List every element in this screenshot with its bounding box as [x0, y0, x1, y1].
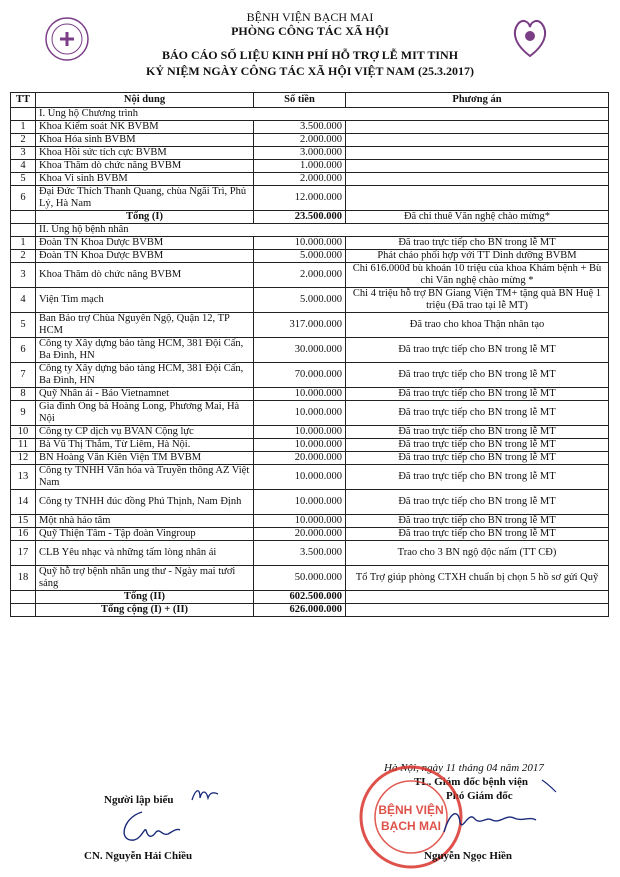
row-number: 9 [11, 401, 36, 426]
total-amount: 602.500.000 [254, 591, 346, 604]
table-row [11, 490, 609, 515]
row-amount: 3.000.000 [254, 147, 346, 160]
row-amount: 5.000.000 [254, 250, 346, 263]
total-amount: 23.500.000 [254, 211, 346, 224]
row-number: 12 [11, 452, 36, 465]
row-number: 14 [11, 490, 36, 515]
row-content: Khoa Kiểm soát NK BVBM [36, 121, 254, 134]
row-number: 6 [11, 338, 36, 363]
col-header-amount: Số tiền [254, 93, 346, 108]
row-content: Quỹ Nhân ái - Báo Vietnamnet [36, 388, 254, 401]
row-content: Viện Tim mạch [36, 288, 254, 313]
row-number: 17 [11, 541, 36, 566]
row-amount: 10.000.000 [254, 465, 346, 490]
total-plan [346, 591, 609, 604]
row-number: 4 [11, 288, 36, 313]
row-content: Đoàn TN Khoa Dược BVBM [36, 237, 254, 250]
department-name: PHÒNG CÔNG TÁC XÃ HỘI [231, 24, 389, 38]
empty-cell [11, 604, 36, 617]
row-amount: 10.000.000 [254, 426, 346, 439]
row-plan: Đã trao trực tiếp cho BN trong lễ MT [346, 515, 609, 528]
table-row [11, 186, 609, 211]
table-row [11, 173, 609, 186]
left-signer-title: Người lập biểu [104, 794, 174, 806]
report-title-line1: BÁO CÁO SỐ LIỆU KINH PHÍ HỖ TRỢ LỄ MIT TINH [161, 48, 459, 62]
left-signature [112, 808, 182, 853]
row-plan: Phát cháo phối hợp với TT Dinh dưỡng BVBM [346, 250, 609, 263]
row-amount: 20.000.000 [254, 528, 346, 541]
row-amount: 5.000.000 [254, 288, 346, 313]
row-content: Công ty Xây dựng bảo tàng HCM, 381 Đội Cấn, Ba Đình, HN [36, 338, 254, 363]
row-plan: Tổ Trợ giúp phòng CTXH chuẩn bị chọn 5 hồ sơ gửi Quỹ [346, 566, 609, 591]
section-title: II. Ủng hộ bệnh nhân [36, 224, 609, 237]
table-row [11, 439, 609, 452]
row-number: 3 [11, 263, 36, 288]
row-content: Quỹ hỗ trợ bệnh nhân ung thư - Ngày mai tươi sáng [36, 566, 254, 591]
row-content: Đoàn TN Khoa Dược BVBM [36, 250, 254, 263]
section2-title-row [11, 224, 609, 237]
row-plan: Đã trao trực tiếp cho BN trong lễ MT [346, 528, 609, 541]
row-amount: 10.000.000 [254, 388, 346, 401]
row-amount: 3.500.000 [254, 541, 346, 566]
row-content: Công ty Xây dựng bảo tàng HCM, 381 Đội Cấn, Ba Đình, HN [36, 363, 254, 388]
table-row [11, 401, 609, 426]
row-plan: Trao cho 3 BN ngộ độc nấm (TT CĐ) [346, 541, 609, 566]
table-row [11, 250, 609, 263]
row-amount: 10.000.000 [254, 439, 346, 452]
row-amount: 1.000.000 [254, 160, 346, 173]
row-content: Gia đình Ông bà Hoàng Long, Phương Mai, Hà Nội [36, 401, 254, 426]
grand-total-row [11, 604, 609, 617]
row-amount: 10.000.000 [254, 237, 346, 250]
row-plan: Chi 616.000đ bù khoản 10 triệu của khoa Khám bệnh + Bù chi Văn nghệ chào mừng * [346, 263, 609, 288]
row-content: Ban Bảo trợ Chùa Nguyên Ngộ, Quận 12, TP HCM [36, 313, 254, 338]
row-content: Một nhà hảo tâm [36, 515, 254, 528]
report-date: Hà Nội, ngày 11 tháng 04 năm 2017 [384, 762, 544, 774]
row-number: 1 [11, 121, 36, 134]
table-row [11, 452, 609, 465]
row-plan: Đã trao trực tiếp cho BN trong lễ MT [346, 363, 609, 388]
row-plan [346, 160, 609, 173]
table-header-row [11, 93, 609, 108]
signature-checkmark [540, 778, 560, 799]
table-row [11, 134, 609, 147]
row-content: Công ty CP dịch vụ BVAN Cộng lực [36, 426, 254, 439]
right-signer-name: Nguyễn Ngọc Hiền [424, 850, 512, 862]
row-amount: 2.000.000 [254, 173, 346, 186]
right-signer-title1: TL. Giám đốc bệnh viện [414, 776, 528, 788]
row-number: 16 [11, 528, 36, 541]
row-content: Đại Đức Thích Thanh Quang, chùa Ngãi Trì, Phủ Lý, Hà Nam [36, 186, 254, 211]
row-number: 5 [11, 173, 36, 186]
table-row [11, 388, 609, 401]
left-initial-signature [190, 786, 220, 809]
svg-text:BẠCH MAI: BẠCH MAI [381, 819, 441, 833]
right-signature [440, 802, 540, 847]
row-plan: Đã trao cho khoa Thận nhân tạo [346, 313, 609, 338]
row-plan [346, 134, 609, 147]
section1-title-row [11, 108, 609, 121]
row-plan: Đã trao trực tiếp cho BN trong lễ MT [346, 401, 609, 426]
row-plan: Đã trao trực tiếp cho BN trong lễ MT [346, 452, 609, 465]
row-number: 15 [11, 515, 36, 528]
total-plan: Đã chi thuê Văn nghệ chào mừng* [346, 211, 609, 224]
section2-total-row [11, 591, 609, 604]
row-number: 3 [11, 147, 36, 160]
table-row [11, 263, 609, 288]
total-label: Tổng (II) [36, 591, 254, 604]
table-row [11, 338, 609, 363]
row-number: 8 [11, 388, 36, 401]
row-content: Khoa Vi sinh BVBM [36, 173, 254, 186]
row-content: BN Hoàng Văn Kiên Viện TM BVBM [36, 452, 254, 465]
row-number: 10 [11, 426, 36, 439]
col-header-plan: Phương án [346, 93, 609, 108]
table-row [11, 566, 609, 591]
row-plan: Đã trao trực tiếp cho BN trong lễ MT [346, 490, 609, 515]
row-plan: Đã trao trực tiếp cho BN trong lễ MT [346, 439, 609, 452]
table-row [11, 465, 609, 490]
row-content: Khoa Hồi sức tích cực BVBM [36, 147, 254, 160]
table-row [11, 160, 609, 173]
row-content: CLB Yêu nhạc và những tấm lòng nhân ái [36, 541, 254, 566]
row-amount: 3.500.000 [254, 121, 346, 134]
table-row [11, 515, 609, 528]
svg-text:BỆNH VIỆN: BỆNH VIỆN [378, 803, 444, 817]
table-row [11, 541, 609, 566]
row-plan: Đã trao trực tiếp cho BN trong lễ MT [346, 237, 609, 250]
row-content: Công ty TNHH đúc đồng Phú Thịnh, Nam Định [36, 490, 254, 515]
row-number: 11 [11, 439, 36, 452]
row-number: 6 [11, 186, 36, 211]
empty-cell [11, 108, 36, 121]
report-title-line2: KỶ NIỆM NGÀY CÔNG TÁC XÃ HỘI VIỆT NAM (25.3.2017) [146, 64, 474, 78]
table-row [11, 313, 609, 338]
row-amount: 317.000.000 [254, 313, 346, 338]
row-number: 13 [11, 465, 36, 490]
row-number: 7 [11, 363, 36, 388]
row-amount: 70.000.000 [254, 363, 346, 388]
empty-cell [11, 224, 36, 237]
row-plan: Đã trao trực tiếp cho BN trong lễ MT [346, 465, 609, 490]
row-content: Bà Vũ Thị Thắm, Từ Liêm, Hà Nội. [36, 439, 254, 452]
row-amount: 10.000.000 [254, 515, 346, 528]
table-row [11, 528, 609, 541]
row-number: 4 [11, 160, 36, 173]
row-plan: Đã trao trực tiếp cho BN trong lễ MT [346, 426, 609, 439]
row-plan [346, 173, 609, 186]
row-amount: 20.000.000 [254, 452, 346, 465]
empty-cell [11, 211, 36, 224]
row-number: 2 [11, 134, 36, 147]
row-number: 2 [11, 250, 36, 263]
row-number: 1 [11, 237, 36, 250]
total-label: Tổng (I) [36, 211, 254, 224]
hospital-name: BỆNH VIỆN BẠCH MAI [246, 10, 374, 24]
row-content: Khoa Thăm dò chức năng BVBM [36, 160, 254, 173]
row-content: Quỹ Thiện Tâm - Tập đoàn Vingroup [36, 528, 254, 541]
left-signer-name: CN. Nguyễn Hải Chiều [84, 850, 193, 862]
row-content: Khoa Hóa sinh BVBM [36, 134, 254, 147]
row-plan: Đã trao trực tiếp cho BN trong lễ MT [346, 338, 609, 363]
col-header-content: Nội dung [36, 93, 254, 108]
row-plan [346, 186, 609, 211]
row-amount: 2.000.000 [254, 134, 346, 147]
table-row [11, 237, 609, 250]
table-row [11, 121, 609, 134]
row-content: Khoa Thăm dò chức năng BVBM [36, 263, 254, 288]
row-content: Công ty TNHH Văn hóa và Truyền thông AZ Việt Nam [36, 465, 254, 490]
empty-cell [346, 604, 609, 617]
row-number: 18 [11, 566, 36, 591]
row-number: 5 [11, 313, 36, 338]
row-plan: Chi 4 triệu hỗ trợ BN Giang Viện TM+ tặng quà BN Huệ 1 triệu (Đã trao tại lễ MT) [346, 288, 609, 313]
row-amount: 10.000.000 [254, 401, 346, 426]
row-amount: 12.000.000 [254, 186, 346, 211]
table-row [11, 147, 609, 160]
row-amount: 2.000.000 [254, 263, 346, 288]
empty-cell [11, 591, 36, 604]
row-plan [346, 147, 609, 160]
table-row [11, 288, 609, 313]
grand-total-label: Tổng cộng (I) + (II) [36, 604, 254, 617]
row-amount: 50.000.000 [254, 566, 346, 591]
row-plan: Đã trao trực tiếp cho BN trong lễ MT [346, 388, 609, 401]
section-title: I. Ủng hộ Chương trình [36, 108, 609, 121]
row-plan [346, 121, 609, 134]
table-row [11, 363, 609, 388]
donation-table [10, 92, 609, 617]
row-amount: 30.000.000 [254, 338, 346, 363]
table-row [11, 426, 609, 439]
grand-total-amount: 626.000.000 [254, 604, 346, 617]
row-amount: 10.000.000 [254, 490, 346, 515]
right-signer-title2: Phó Giám đốc [446, 790, 513, 802]
col-header-tt: TT [11, 93, 36, 108]
section1-total-row [11, 211, 609, 224]
